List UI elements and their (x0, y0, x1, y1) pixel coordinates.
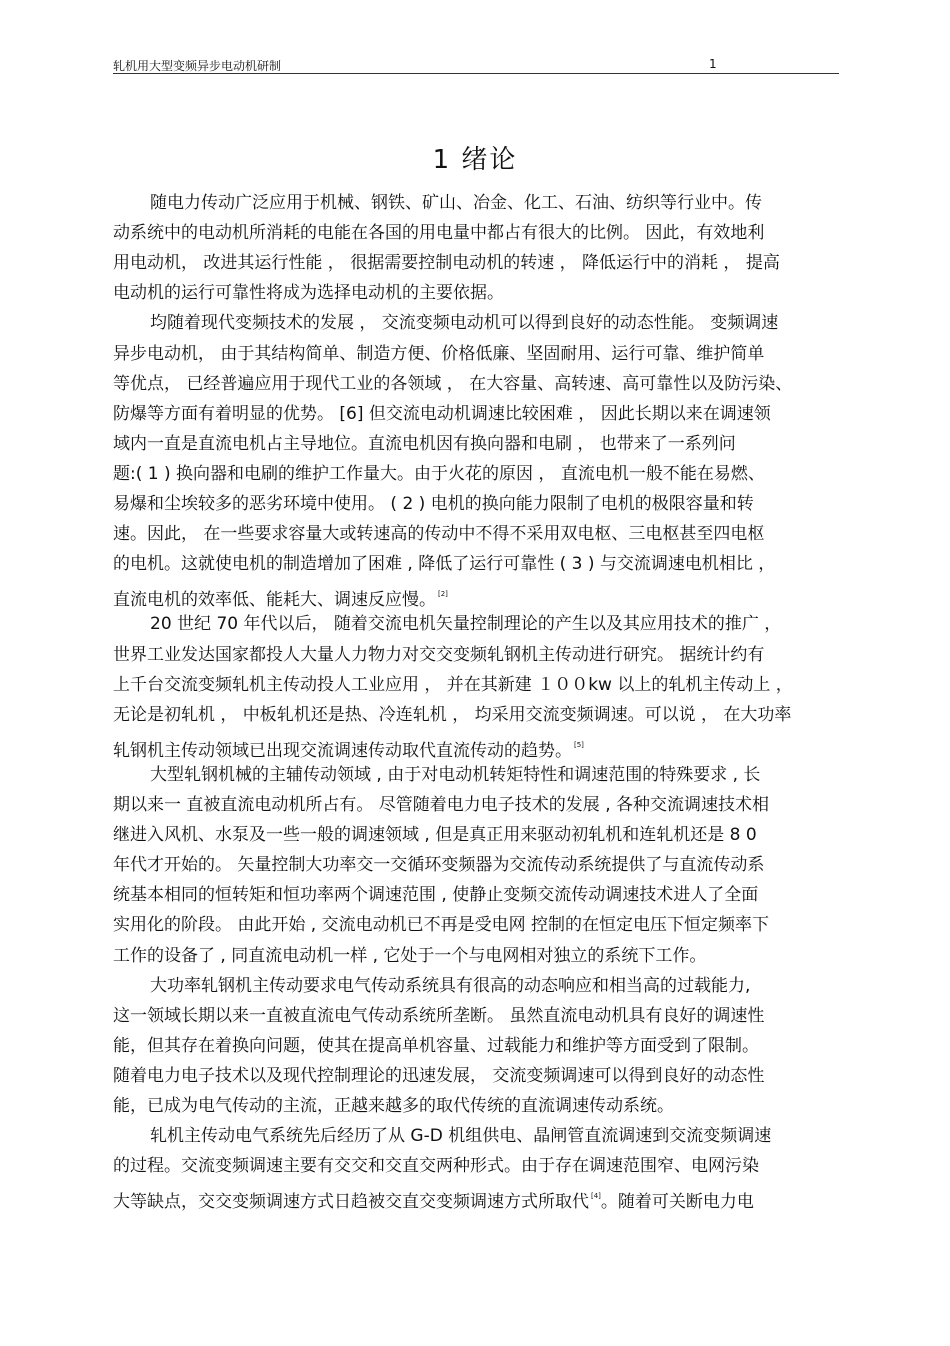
text-line (150, 313, 778, 333)
text-line (150, 976, 750, 996)
text-line (113, 404, 771, 424)
text-line (113, 283, 504, 303)
line-text: 异步电动机， 由于其结构简单、制造方便、价格低廉、坚固耐用、运行可靠、维护简单 (113, 343, 765, 364)
text-line (113, 1036, 759, 1056)
citation-ref: [5] (574, 740, 584, 749)
line-text: 能，但其存在着换向问题，使其在提高单机容量、过载能力和维护等方面受到了限制。 (113, 1035, 759, 1056)
text-line (113, 374, 792, 394)
text-line (113, 915, 769, 935)
text-line (150, 193, 762, 213)
line-text: 随电力传动广泛应用于机械、钢铁、矿山、冶金、化工、石油、纺织等行业中。传 (150, 193, 762, 213)
line-text: 的电机。这就使电机的制造增加了困难 , 降低了运行可靠性 ( 3 ) 与交流调速电机相比 ， (113, 554, 776, 575)
line-text: 速。因此， 在一些要求容量大或转速高的传动中不得不采用双电枢、三电枢甚至四电枢 (113, 524, 765, 545)
text-line (113, 584, 448, 610)
text-line (113, 675, 793, 695)
running-header (113, 55, 839, 74)
text-line (113, 1096, 674, 1116)
line-text: 统基本相同的恒转矩和恒功率两个调速范围 , 使静止变频交流传动调速技术进人了全面 (113, 885, 759, 906)
text-line (113, 885, 758, 905)
text-line (113, 645, 764, 665)
line-text: 大功率轧钢机主传动要求电气传动系统具有很高的动态响应和相当高的过载能力, (150, 975, 751, 996)
citation-ref: [4] (591, 1192, 601, 1201)
line-text: 随着电力电子技术以及现代控制理论的迅速发展， 交流变频调速可以得到良好的动态性 (113, 1065, 765, 1086)
line-text: 的过程。交流变频调速主要有交交和交直交两种形式。由于存在调速范围窄、电网污染 (113, 1156, 759, 1177)
text-line (113, 524, 764, 544)
text-line (113, 795, 769, 815)
text-line (150, 614, 781, 634)
line-text: 无论是初轧机 ， 中板轧机还是热、冷连轧机 ， 均采用交流变频调速。可以说 ， 在大功率 (113, 704, 792, 725)
text-line (113, 1156, 759, 1176)
text-line (113, 554, 775, 574)
text-line (150, 1126, 771, 1146)
line-text: 等优点， 已经普遍应用于现代工业的各领域 ， 在大容量、高转速、高可靠性以及防污染、 (113, 373, 793, 394)
text-line (113, 946, 706, 966)
line-text: 电动机的运行可靠性将成为选择电动机的主要依据。 (113, 283, 504, 304)
line-text: 防爆等方面有着明显的优势。 [6] 但交流电动机调速比较困难 ， 因此长期以来在调速领 (113, 403, 771, 424)
line-text: 易爆和尘埃较多的恶劣环境中使用。 ( 2 ) 电机的换向能力限制了电机的极限容量和转 (113, 494, 754, 514)
line-text: 轧机主传动电气系统先后经历了从 G-D 机组供电、晶闸管直流调速到交流变频调速 (150, 1126, 772, 1147)
page-number: 1 (709, 57, 717, 71)
line-text: 期以来一 直被直流电动机所占有。 尽管随着电力电子技术的发展 , 各种交流调速技术相 (113, 795, 770, 815)
text-line (113, 464, 765, 484)
text-line (150, 765, 760, 785)
line-text: 能，已成为电气传动的主流，正越来越多的取代传统的直流调速传动系统。 (113, 1096, 674, 1116)
text-line (113, 223, 764, 243)
text-line (113, 494, 754, 514)
line-text: 域内一直是直流电机占主导地位。直流电机因有换向器和电刷 ， 也带来了一系列问 (113, 433, 736, 454)
header-title: 轧机用大型变频异步电动机研制 (113, 59, 282, 73)
line-text: 上千台交流变频轧机主传动投人工业应用 ， 并在其新建 １００kw 以上的轧机主传动上 ， (113, 674, 793, 695)
line-text: 实用化的阶段。 由此开始 , 交流电动机已不再是受电网 控制的在恒定电压下恒定频率下 (113, 915, 770, 936)
line-text: 用电动机， 改进其运行性能 ， 很据需要控制电动机的转速 ， 降低运行中的消耗 ， 提高 (113, 253, 780, 274)
line-text: 大等缺点，交交变频调速方式日趋被交直交变频调速方式所取代 (113, 1192, 589, 1213)
text-line (113, 344, 764, 364)
text-line (113, 705, 791, 725)
citation-ref: [2] (438, 590, 448, 599)
line-text: 年代才开始的。 矢量控制大功率交一交循环变频器为交流传动系统提供了与直流传动系 (113, 855, 765, 876)
text-line (113, 253, 780, 273)
text-line (113, 1006, 764, 1026)
text-line (113, 825, 757, 845)
line-text-continued: 。随着可关断电力电 (600, 1192, 754, 1213)
text-line (113, 1186, 754, 1212)
chapter-title: 1 绪论 (432, 145, 518, 175)
line-text: 轧钢机主传动领域已出现交流调速传动取代直流传动的趋势。 (113, 740, 572, 761)
line-text: 大型轧钢机械的主辅传动领域 , 由于对电动机转矩特性和调速范围的特殊要求 , 长 (150, 764, 761, 785)
line-text: 均随着现代变频技术的发展 ， 交流变频电动机可以得到良好的动态性能。 变频调速 (150, 313, 779, 334)
line-text: 这一领域长期以来一直被直流电气传动系统所垄断。 虽然直流电动机具有良好的调速性 (113, 1005, 765, 1026)
text-line (113, 855, 764, 875)
line-text: 题:( 1 ) 换向器和电刷的维护工作量大。由于火花的原因 ， 直流电机一般不能在易燃、 (113, 463, 765, 484)
text-line (113, 735, 584, 761)
line-text: 20 世纪 70 年代以后， 随着交流电机矢量控制理论的产生以及其应用技术的推广 ， (150, 614, 782, 635)
text-line (113, 1066, 764, 1086)
line-text: 直流电机的效率低、能耗大、调速反应慢。 (113, 590, 436, 611)
line-text: 继进入风机、水泵及一些一般的调速领域 , 但是真正用来驱动初轧机和连轧机还是 8 0 (113, 825, 757, 846)
text-line (113, 434, 736, 454)
line-text: 工作的设备了 , 同直流电动机一样 , 它处于一个与电网相对独立的系统下工作。 (113, 945, 707, 966)
line-text: 世界工业发达国家都投人大量人力物力对交交变频轧钢机主传动进行研究。 据统计约有 (113, 644, 765, 665)
line-text: 动系统中的电动机所消耗的电能在各国的用电量中都占有很大的比例。 因此，有效地利 (113, 223, 765, 244)
